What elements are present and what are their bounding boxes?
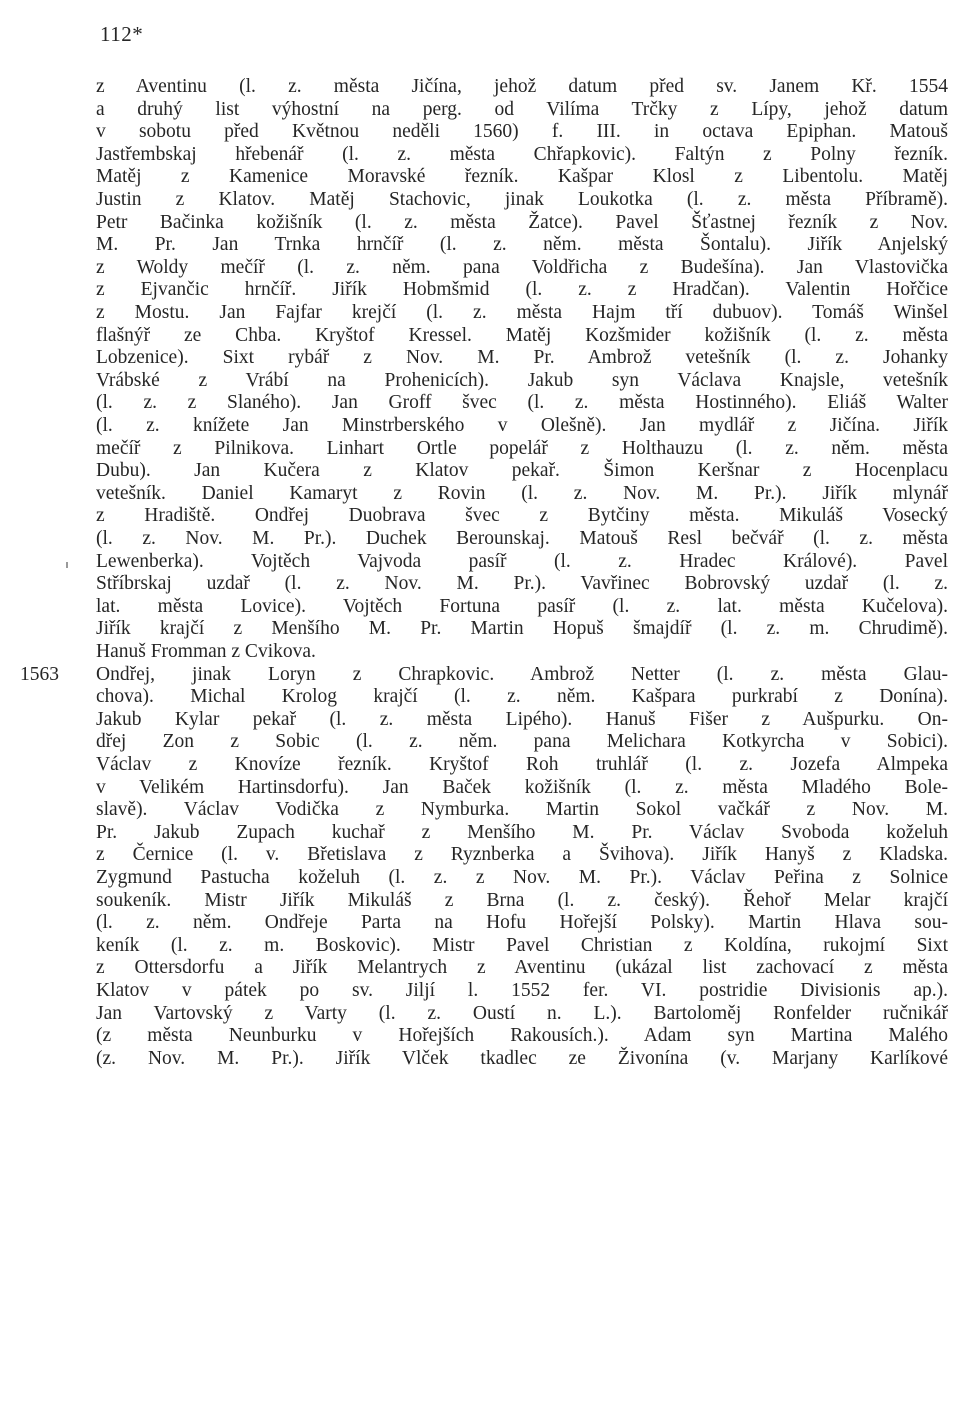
text-line: flašnýř ze Chba. Kryštof Kressel. Matěj Kozšmider kožišník (l. z. města <box>96 324 948 346</box>
text-line: Petr Bačinka kožišník (l. z. města Žatce). Pavel Šťastnej řezník z Nov. <box>96 211 948 233</box>
text-line: (z města Neunburku v Hořejších Rakousích.). Adam syn Martina Malého <box>96 1025 948 1047</box>
text-line: Klatov v pátek po sv. Jiljí l. 1552 fer. VI. postridie Divisionis ap.). <box>96 980 948 1001</box>
text-line: v sobotu před Květnou neděli 1560) f. III. in octava Epiphan. Matouš <box>96 121 948 143</box>
text-line: lat. města Lovice). Vojtěch Fortuna pasíř (l. z. lat. města Kučelova). <box>96 595 948 617</box>
year-marker: 1563 <box>20 663 59 685</box>
text-line: Lewenberka). Vojtěch Vajvoda pasíř (l. z. Hradec Králové). Pavel <box>96 550 948 572</box>
text-line: Jastřembskaj hřebenář (l. z. města Chřapkovic). Faltýn z Polny řezník. <box>96 143 948 165</box>
text-line: z Aventinu (l. z. města Jičína, jehož datum před sv. Janem Kř. 1554 <box>96 76 948 97</box>
text-line: Matěj z Kamenice Moravské řezník. Kašpar Klosl z Libentolu. Matěj <box>96 166 948 188</box>
text-line: dřej Zon z Sobic (l. z. něm. pana Melichara Kotkyrcha v Sobici). <box>96 731 948 753</box>
text-line: vetešník. Daniel Kamaryt z Rovin (l. z. Nov. M. Pr.). Jiřík mlynář <box>96 482 948 504</box>
text-line: Lobzenice). Sixt rybář z Nov. M. Pr. Ambrož vetešník (l. z. Johanky <box>96 347 948 369</box>
text-line: z Hradiště. Ondřej Duobrava švec z Bytčiny města. Mikuláš Vosecký <box>96 505 948 527</box>
page-number: 112* <box>100 22 144 46</box>
margin-mark <box>66 562 68 568</box>
text-line: Vrábské z Vrábí na Prohenicích). Jakub syn Václava Knajsle, vetešník <box>96 369 948 391</box>
text-line: slavě). Václav Vodička z Nymburka. Martin Sokol vačkář z Nov. M. <box>96 799 948 821</box>
text-line: Jan Vartovský z Varty (l. z. Oustí n. L.). Bartoloměj Ronfelder ručnikář <box>96 1002 948 1024</box>
text-line: z Ejvančic hrnčíř. Jiřík Hobmšmid (l. z. z Hradčan). Valentin Hořčice <box>96 279 948 301</box>
text-line: keník (l. z. m. Boskovic). Mistr Pavel Christian z Koldína, rukojmí Sixt <box>96 934 948 956</box>
text-line: soukeník. Mistr Jiřík Mikuláš z Brna (l. z. český). Řehoř Melar krajčí <box>96 889 948 911</box>
text-line: z Ottersdorfu a Jiřík Melantrych z Aventinu (ukázal list zachovací z města <box>96 957 948 979</box>
text-line: Dubu). Jan Kučera z Klatov pekař. Šimon Keršnar z Hocenplacu <box>96 460 948 482</box>
text-line: Václav z Knovíze řezník. Kryštof Roh truhlář (l. z. Jozefa Almpeka <box>96 754 948 775</box>
text-line: (l. z. něm. Ondřeje Parta na Hofu Hořejší Polsky). Martin Hlava sou- <box>96 912 948 934</box>
text-line: (l. z. Nov. M. Pr.). Duchek Berounskaj. Matouš Resl bečvář (l. z. města <box>96 528 948 549</box>
text-line: Hanuš Fromman z Cvikova. <box>96 641 316 662</box>
text-line: chova). Michal Krolog krajčí (l. z. něm. Kašpara purkrabí z Donína). <box>96 686 948 708</box>
text-line: (l. z. z Slaného). Jan Groff švec (l. z. města Hostinného). Eliáš Walter <box>96 392 948 414</box>
text-line: Stříbrskaj uzdař (l. z. Nov. M. Pr.). Vavřinec Bobrovský uzdař (l. z. <box>96 573 948 595</box>
text-line: Ondřej, jinak Loryn z Chrapkovic. Ambrož Netter (l. z. města Glau- <box>96 663 948 685</box>
text-line: Justin z Klatov. Matěj Stachovic, jinak Loukotka (l. z. města Příbramě). <box>96 189 948 210</box>
text-line: Pr. Jakub Zupach kuchař z Menšího M. Pr. Václav Svoboda koželuh <box>96 821 948 843</box>
text-line: mečíř z Pilnikova. Linhart Ortle popelář z Holthauzu (l. z. něm. města <box>96 437 948 459</box>
text-line: v Velikém Hartinsdorfu). Jan Baček kožišník (l. z. města Mladého Bole- <box>96 776 948 798</box>
text-line: a druhý list výhostní na perg. od Vilíma Trčky z Lípy, jehož datum <box>96 98 948 120</box>
text-line: Zygmund Pastucha koželuh (l. z. z Nov. M. Pr.). Václav Peřina z Solnice <box>96 867 948 888</box>
text-line: M. Pr. Jan Trnka hrnčíř (l. z. něm. města Šontalu). Jiřík Anjelský <box>96 234 948 256</box>
text-line: (l. z. knížete Jan Minstrberského v Olešně). Jan mydlář z Jičína. Jiřík <box>96 415 948 436</box>
text-line: (z. Nov. M. Pr.). Jiřík Vlček tkadlec ze Živonína (v. Marjany Karlíkové <box>96 1047 948 1069</box>
text-line: z Mostu. Jan Fajfar krejčí (l. z. města Hajm tří dubuov). Tomáš Winšel <box>96 302 948 323</box>
text-line: z Černice (l. v. Břetislava z Ryznberka a Švihova). Jiřík Hanyš z Kladska. <box>96 844 948 866</box>
text-line: Jiřík krajčí z Menšího M. Pr. Martin Hopuš šmajdíř (l. z. m. Chrudimě). <box>96 618 948 640</box>
text-line: Jakub Kylar pekař (l. z. města Lipého). Hanuš Fišer z Aušpurku. On- <box>96 708 948 730</box>
text-line: z Woldy mečíř (l. z. něm. pana Voldřicha z Budešína). Jan Vlastovička <box>96 256 948 278</box>
